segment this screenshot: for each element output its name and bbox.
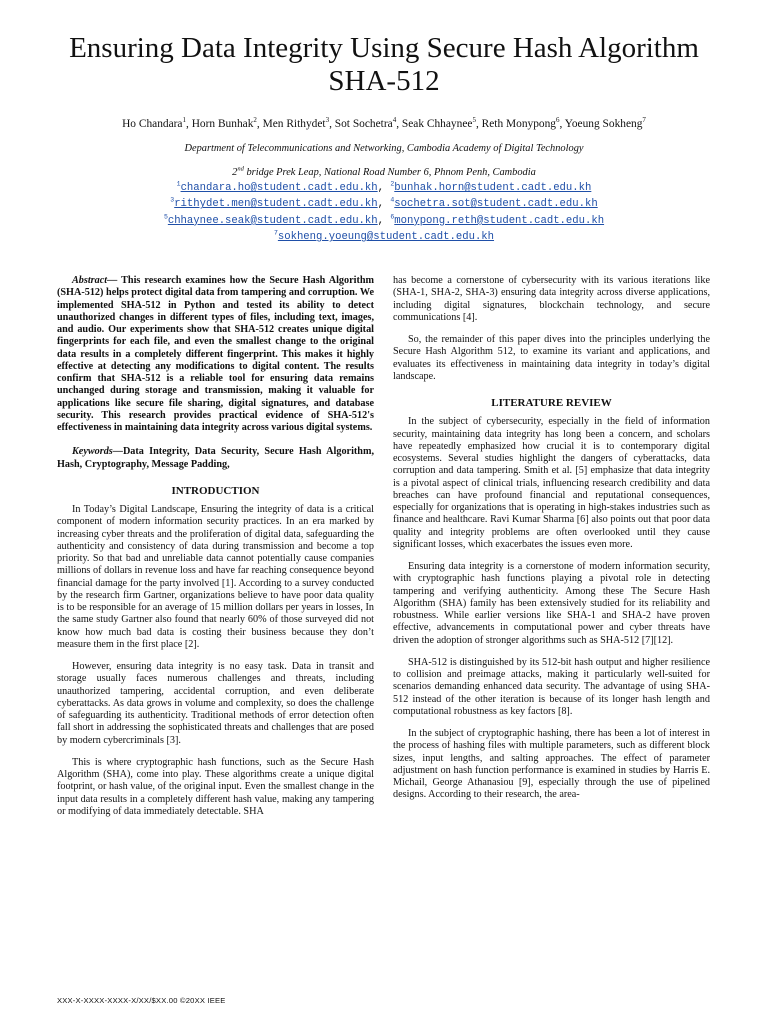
author-list: Ho Chandara$^1$, Horn Bunhak$^2$, Men Rithydet$^3$, Sot Sochetra$^4$, Seak Chhaynee$^5$, Reth Monypong$^6$, Yoeung Sokheng$^7$ (122, 116, 646, 130)
email-link[interactable]: rithydet.men@student.cadt.edu.kh (174, 198, 378, 211)
email-link[interactable]: monypong.reth@student.cadt.edu.kh (394, 214, 605, 227)
address-suffix: nd (237, 165, 244, 173)
author-name: Ho Chandara (122, 118, 183, 130)
email-line: $^5$chhaynee.seak@student.cadt.edu.kh, $^6$monypong.reth@student.cadt.edu.kh (163, 213, 605, 227)
paragraph: has become a cornerstone of cybersecurity with its various iterations like (SHA-1, SHA-2, SHA-3) ensuring data integrity across diverse applications, including digital signatures, blockchain technology, and secure communications [4]. (393, 275, 710, 323)
abstract-text: This research examines how the Secure Hash Algorithm (SHA-512) helps protect digital data from tampering and corruption. We implemented SHA-512 in Python and tested its ability to detect unauthorized changes in different types of files, including text, images, and audio. Our experiments show that SHA-512 creates unique digital fingerprints for each file, and even the smallest change to the original data results in a completely different fingerprint. This makes it highly effective at detecting any modifications to digital content. The results confirm that SHA-512 is a reliable tool for ensuring data remains unchanged during storage and transmission, making it valuable for applications like secure file sharing, digital signatures, and database security. This research provides practical evidence of SHA-512's effectiveness in maintaining data integrity across various digital systems. (57, 275, 374, 433)
email-index: 3 (170, 196, 175, 204)
author-name: Yoeung Sokheng (564, 118, 643, 130)
email-line: $^1$chandara.ho@student.cadt.edu.kh, $^2$bunhak.horn@student.cadt.edu.kh (176, 180, 592, 194)
paragraph: In Today’s Digital Landscape, Ensuring the integrity of data is a critical component of modern information security practices. In an era marked by increasing cyber threats and the proliferation of digital data, safeguarding the authenticity and consistency of data during transmission and become a top priority. So that bad and unreliable data cannot potentially cause companies millions of dollars in revenue loss and have far reaching consequence beyond financial damage for the party involved [1]. According to a survey conducted by the research firm Gartner, organizations believe to have poor data quality is to be responsible for an average of 15 million dollars per years in losses, In the same study Gartner also found that nearly 60% of those surveyed did not know how much bad data is costing their business because they don’t measure them in the first place [2]. (57, 504, 374, 650)
author-name: Reth Monypong (481, 118, 556, 130)
left-column (57, 275, 374, 828)
paragraph: This is where cryptographic hash functions, such as the Secure Hash Algorithm (SHA), come into play. These algorithms create a unique digital footprint, or hash value, of the original input. Even the smallest change in the input data results in a completely different hash value, making any tampering or modifying of data immediately detectable. SHA (57, 756, 374, 817)
section-heading-introduction: INTRODUCTION (171, 484, 260, 497)
author-index: 5 (472, 116, 476, 125)
author-name: Seak Chhaynee (401, 118, 473, 130)
paper-title: Ensuring Data Integrity Using Secure Hash Algorithm SHA-512 (69, 32, 699, 97)
author-index: 1 (182, 116, 186, 125)
email-index: 1 (176, 180, 181, 188)
address-number: 2 (232, 167, 238, 178)
section-heading-literature-review: LITERATURE REVIEW (491, 397, 612, 409)
author-name: Sot Sochetra (334, 118, 393, 130)
department: Department of Telecommunications and Networking, Cambodia Academy of Digital Technology (184, 143, 584, 154)
paragraph: Ensuring data integrity is a cornerstone of modern information security, with cryptographic hash functions playing a pivotal role in detecting tampering and verifying authenticity. Among these The Secure Hash Algorithm (SHA) family has been extensively studied for its reliability and robustness. While earlier versions like SHA-1 and SHA-2 have proven effective, advancements in computational power and cyber threats have driven the adoption of stronger algorithms such as SHA-512 [7][12]. (393, 561, 710, 646)
author-index: 3 (325, 116, 330, 125)
email-list (40, 180, 728, 246)
keywords-text: Data Integrity, Data Security, Secure Hash Algorithm, Hash, Cryptography, Message Padding, (57, 446, 374, 470)
email-index: 5 (163, 213, 168, 221)
email-index: 7 (273, 229, 278, 237)
author-index: 6 (556, 116, 560, 125)
abstract-label: Abstract— (72, 275, 118, 286)
author-name: Men Rithydet (262, 118, 326, 130)
email-link[interactable]: chhaynee.seak@student.cadt.edu.kh (167, 214, 378, 227)
copyright-footer: XXX-X-XXXX-XXXX-X/XX/$XX.00 ©20XX IEEE (57, 996, 226, 1005)
abstract (57, 275, 374, 434)
email-link[interactable]: sokheng.yoeung@student.cadt.edu.kh (277, 231, 495, 244)
right-column (393, 275, 710, 812)
email-index: 4 (390, 196, 395, 204)
address-text: bridge Prek Leap, National Road Number 6, Phnom Penh, Cambodia (243, 167, 536, 178)
email-link[interactable]: sochetra.sot@student.cadt.edu.kh (394, 198, 598, 211)
author-index: 2 (253, 116, 257, 125)
email-line: $^3$rithydet.men@student.cadt.edu.kh, $^4$sochetra.sot@student.cadt.edu.kh (170, 196, 598, 211)
author-index: 7 (642, 116, 646, 125)
paragraph: So, the remainder of this paper dives into the principles underlying the Secure Hash Algorithm 512, to examine its variant and applications, and evaluates its effectiveness in maintaining data integrity in today’s digital landscape. (393, 334, 710, 382)
email-link[interactable]: bunhak.horn@student.cadt.edu.kh (394, 182, 592, 194)
paragraph: In the subject of cybersecurity, especially in the field of information security, maintaining data integrity has long been a concern, and scholars have repeatedly emphasized how crucial it is to contemporary digital ecosystems. Several studies highlight the dangers of cyberattacks, data corruption and data tampering. Smith et al. [5] emphasize that data integrity is a pivotal aspect of clinical trials, influencing research credibility and data breaches can have profound financial and reputational consequences, especially for organizations that is operating in high-stakes industries such as finance and healthcare. Ravi Kumar Sharma [6] also points out that poor data quality and integrity problems are often overlooked until they cause significant losses, which exacerbates the issues even more. (393, 416, 710, 550)
address (40, 166, 728, 179)
paragraph: SHA-512 is distinguished by its 512-bit hash output and higher resilience to collision and preimage attacks, making it particularly well-suited for scenarios demanding enhanced data security. The advantage of using SHA-512 instead of the other iteration is because of its longer hash length and computational robustness as key factors [8]. (393, 656, 710, 717)
author-name: Horn Bunhak (191, 118, 254, 130)
email-index: 6 (390, 213, 395, 221)
paragraph: In the subject of cryptographic hashing, there has been a lot of interest in the process of hashing files with multiple parameters, such as different block sizes, input lengths, and salting approaches. The effect of parameter adjustment on hash function performance is examined in studies by Harris E. Michail, George Athanasiou [9], especially through the use of pipelined designs. According to their research, the area- (393, 728, 710, 801)
email-link[interactable]: chandara.ho@student.cadt.edu.kh (180, 182, 378, 194)
keywords (57, 446, 374, 471)
keywords-label: Keywords— (72, 446, 123, 458)
paragraph: However, ensuring data integrity is no easy task. Data in transit and storage usually faces numerous challenges and threats, including unauthorized tampering, accidental corruption, and even deliberate cyberattacks. As data grows in volume and complexity, so does the challenge of safeguarding its authenticity. Traditional methods of error detection often fall short in addressing the sophisticated threats and challenges that are posed by modern cybercriminals [3]. (57, 661, 374, 746)
email-index: 2 (390, 180, 395, 188)
email-line (40, 229, 728, 245)
author-index: 4 (392, 116, 397, 125)
